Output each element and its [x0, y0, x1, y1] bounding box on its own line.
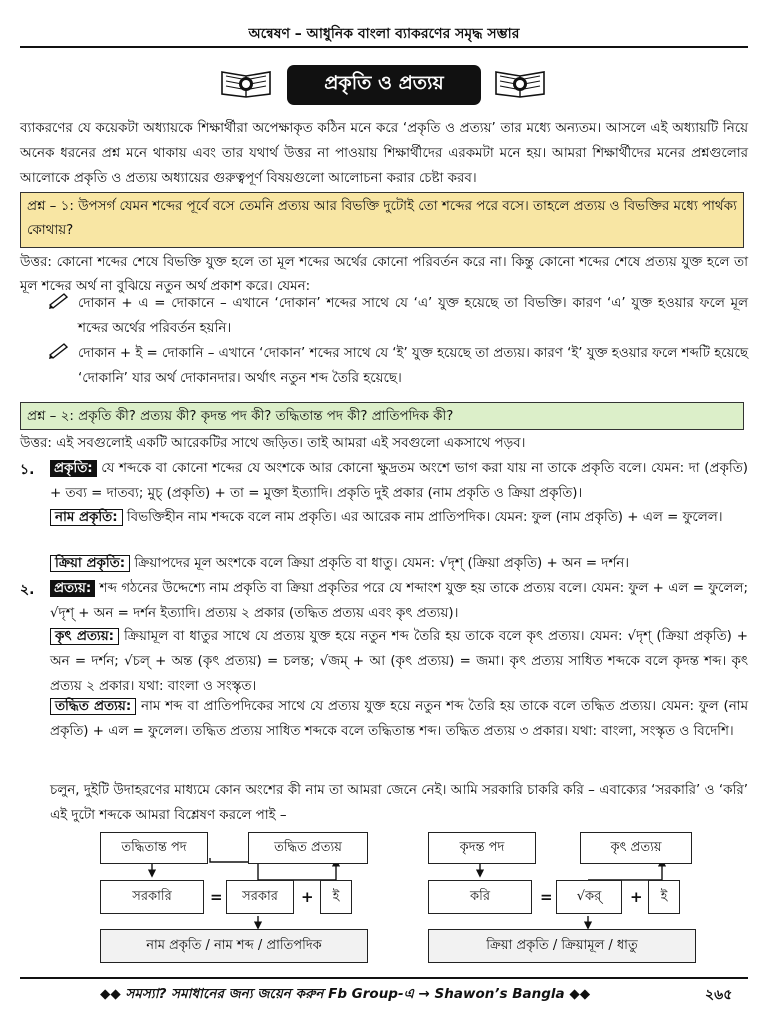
section-number: ১.	[20, 462, 35, 478]
term-label: ক্রিয়া প্রকৃতি:	[50, 555, 130, 572]
diagram-box: কৃৎ প্রত্যয়	[580, 832, 692, 864]
plus-sign: +	[630, 888, 643, 906]
footer-text: ◆◆ সমস্যা? সমাধানের জন্য জয়েন করুন Fb Group-এ → Shawon’s Bangla ◆◆	[100, 986, 591, 1002]
term-text: ক্রিয়াপদের মূল অংশকে বলে ক্রিয়া প্রকৃতি বা ধাতু। যেমন: √দৃশ্ (ক্রিয়া প্রকৃতি) + অন = দর্শন।	[130, 556, 630, 571]
term-text: বিভক্তিহীন নাম শব্দকে বলে নাম প্রকৃতি। এর আরেক নাম প্রাতিপদিক। যেমন: ফুল (নাম প্রকৃতি) + এল = ফুলেল।	[122, 510, 723, 525]
pratyay-paragraph	[50, 576, 748, 626]
bullet-item	[48, 341, 748, 391]
term-label: তদ্ধিত প্রত্যয়:	[50, 698, 136, 715]
question-2-box: প্রশ্ন – ২: প্রকৃতি কী? প্রত্যয় কী? কৃদন্ত পদ কী? তদ্ধিতান্ত পদ কী? প্রাতিপদিক কী?	[20, 402, 744, 430]
running-header: অন্বেষণ – আধুনিক বাংলা ব্যাকরণের সমৃদ্ধ সম্ভার	[248, 26, 520, 42]
taddhit-pratyay-paragraph	[50, 694, 748, 744]
equals-sign: =	[210, 888, 223, 906]
diagram-box: নাম প্রকৃতি / নাম শব্দ / প্রাতিপদিক	[100, 929, 368, 963]
equals-sign: =	[540, 888, 553, 906]
term-label: প্রত্যয়:	[50, 580, 95, 597]
question-2-answer: উত্তর: এই সবগুলোই একটি আরেকটির সাথে জড়িত। তাই আমরা এই সবগুলো একসাথে পড়ব।	[20, 436, 526, 451]
term-text: নাম শব্দ বা প্রাতিপদিকের সাথে যে প্রত্যয় যুক্ত হয়ে নতুন শব্দ তৈরি হয় তাকে বলে তদ্ধিত প্রত্যয়। যেমন: ফুল (নাম প্রকৃতি) + এল = ফুলেল। তদ্ধিত প্রত্যয় সাধিত শব্দকে বলে তদ্ধিতান্ত শব্দ। তদ্ধিত প্রত্যয় ৩ প্রকার। যথা: বাংলা, সংস্কৃত ও বিদেশি।	[50, 699, 749, 739]
question-1-box: প্রশ্ন – ১: উপসর্গ যেমন শব্দের পূর্বে বসে তেমনি প্রত্যয় আর বিভক্তি দুটোই তো শব্দের পরে বসে। তাহলে প্রত্যয় ও বিভক্তির মধ্যে পার্থক্য কোথায়?	[20, 192, 744, 248]
diagram-box: সরকারি	[100, 880, 204, 914]
diagram-box: √কর্	[556, 880, 622, 914]
term-label: প্রকৃতি:	[50, 460, 97, 477]
term-text: যে শব্দকে বা কোনো শব্দের যে অংশকে আর কোনো ক্ষুদ্রতম অংশে ভাগ করা যায় না তাকে প্রকৃতি বলে। যেমন: দা (প্রকৃতি) + তব্য = দাতব্য; মুচ্ (প্রকৃতি) + তা = মুক্তা ইত্যাদি। প্রকৃতি দুই প্রকার (নাম প্রকৃতি ও ক্রিয়া প্রকৃতি)।	[50, 461, 748, 501]
intro-paragraph: ব্যাকরণের যে কয়েকটা অধ্যায়কে শিক্ষার্থীরা অপেক্ষাকৃত কঠিন মনে করে ‘প্রকৃতি ও প্রত্যয়’ তার মধ্যে অন্যতম। আসলে এই অধ্যায়টি নিয়ে অনেক ধরনের প্রশ্ন মনে থাকায় এবং তার যথার্থ উত্তর না পাওয়ায় শিক্ষার্থীদের এরকমটা মনে হয়। আমরা শিক্ষার্থীদের মনের প্রশ্নগুলোর আলোকে প্রকৃতি ও প্রত্যয় অধ্যায়ের গুরুত্বপূর্ণ বিষয়গুলো আলোচনা করার চেষ্টা করব।	[20, 121, 748, 186]
diagram-box: ই	[648, 880, 680, 914]
kriya-prakriti-paragraph	[50, 551, 748, 576]
page-number: ২৬৫	[705, 987, 733, 1003]
question-1-answer: উত্তর: কোনো শব্দের শেষে বিভক্তি যুক্ত হলে তা মূল শব্দের অর্থের কোনো পরিবর্তন করে না। কিন্তু কোনো শব্দের শেষে প্রত্যয় যুক্ত হলে তা মূল শব্দের অর্থ না বুঝিয়ে নতুন অর্থ প্রকাশ করে। যেমন:	[20, 255, 748, 294]
diagram-box: ক্রিয়া প্রকৃতি / ক্রিয়ামূল / ধাতু	[428, 929, 696, 963]
nam-prakriti-paragraph	[50, 505, 748, 530]
term-text: ক্রিয়ামূল বা ধাতুর সাথে যে প্রত্যয় যুক্ত হয়ে নতুন শব্দ তৈরি হয় তাকে বলে কৃৎ প্রত্যয়। যেমন: √দৃশ্ (ক্রিয়া প্রকৃতি) + অন = দর্শন; √চল্ + অন্ত (কৃৎ প্রত্যয়) = চলন্ত; √জম্ + আ (কৃৎ প্রত্যয়) = জমা। কৃৎ প্রত্যয় সাধিত শব্দকে বলে কৃদন্ত শব্দ। কৃৎ প্রত্যয় ২ প্রকার। যথা: বাংলা ও সংস্কৃত।	[50, 629, 748, 694]
term-text: শব্দ গঠনের উদ্দেশ্যে নাম প্রকৃতি বা ক্রিয়া প্রকৃতির পরে যে শব্দাংশ যুক্ত হয় তাকে প্রত্যয় বলে। যেমন: ফুল + এল = ফুলেল; √দৃশ্ + অন = দর্শন ইত্যাদি। প্রত্যয় ২ প্রকার (তদ্ধিত প্রত্যয় এবং কৃৎ প্রত্যয়)।	[50, 581, 748, 621]
book-icon	[220, 66, 272, 98]
plus-sign: +	[301, 888, 314, 906]
diagram-box: ই	[320, 880, 352, 914]
bullet-text: দোকান + ই = দোকানি – এখানে ‘দোকান’ শব্দের সাথে যে ‘ই’ যুক্ত হয়েছে তা প্রত্যয়। কারণ ‘ই’ যুক্ত হওয়ার ফলে শব্দটি হয়েছে ‘দোকানি’ যার অর্থ দোকানদার। অর্থাৎ নতুন শব্দ তৈরি হয়েছে।	[78, 346, 748, 386]
prakriti-paragraph	[50, 456, 748, 506]
diagram-box: করি	[428, 880, 532, 914]
diagram-box: কৃদন্ত পদ	[428, 832, 536, 864]
closing-paragraph: চলুন, দুইটি উদাহরণের মাধ্যমে কোন অংশের কী নাম তা আমরা জেনে নেই। আমি সরকারি চাকরি করি – এবাক্যের ‘সরকারি’ ও ‘করি’ এই দুটো শব্দকে আমরা বিশ্লেষণ করলে পাই –	[50, 783, 748, 823]
bullet-item	[48, 291, 748, 341]
bullet-text: দোকান + এ = দোকানে – এখানে ‘দোকান’ শব্দের সাথে যে ‘এ’ যুক্ত হয়েছে তা বিভক্তি। কারণ ‘এ’ যুক্ত হওয়ার ফলে মূল শব্দের অর্থের পরিবর্তন হয়নি।	[78, 296, 748, 336]
krit-pratyay-paragraph	[50, 624, 748, 699]
pen-icon	[48, 291, 70, 309]
term-label: কৃৎ প্রত্যয়:	[50, 628, 119, 645]
header-rule	[20, 46, 748, 48]
diagram-box: তদ্ধিত প্রত্যয়	[248, 832, 368, 864]
term-label: নাম প্রকৃতি:	[50, 509, 123, 526]
footer-rule	[20, 977, 748, 979]
diagram-box: সরকার	[226, 880, 294, 914]
book-icon	[494, 66, 546, 98]
pen-icon	[48, 341, 70, 359]
chapter-title: প্রকৃতি ও প্রত্যয়	[287, 65, 481, 105]
diagram-box: তদ্ধিতান্ত পদ	[100, 832, 208, 864]
section-number: ২.	[20, 582, 35, 598]
